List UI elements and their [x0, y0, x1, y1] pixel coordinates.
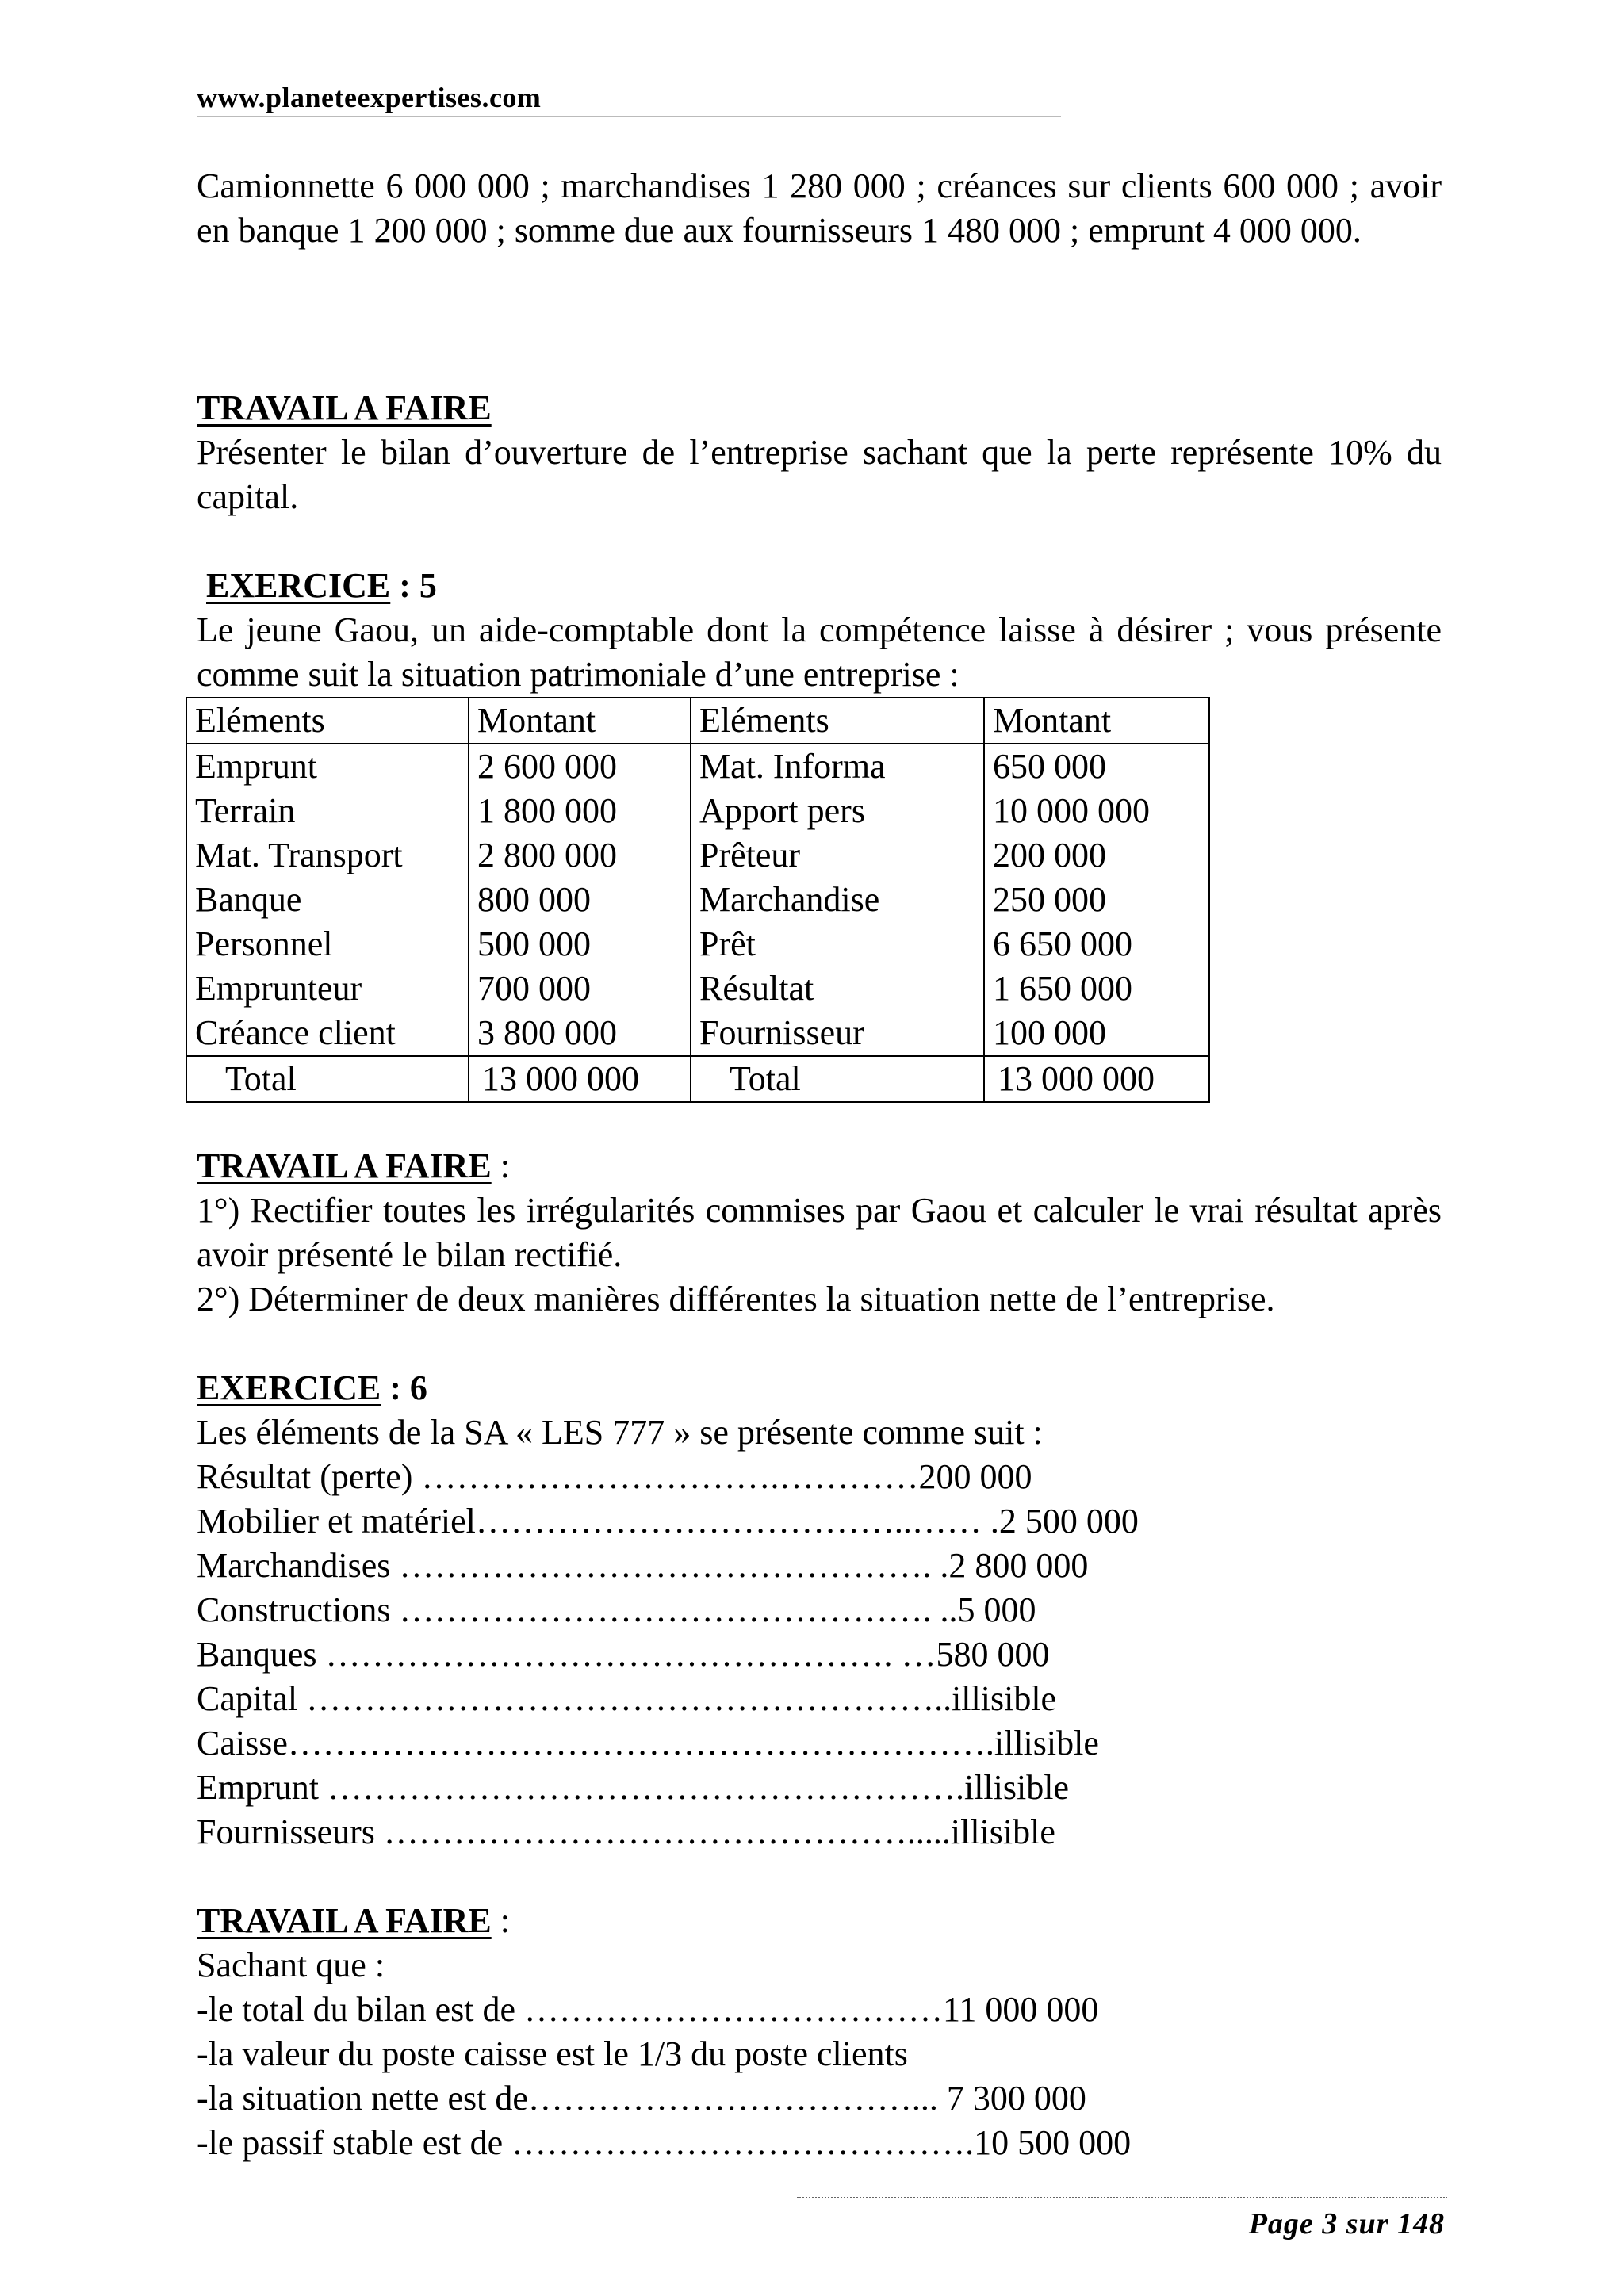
table-cell: Résultat — [691, 966, 984, 1011]
question-2: 2°) Déterminer de deux manières différentes la situation nette de l’entreprise. — [197, 1280, 1275, 1318]
condition-line: -la valeur du poste caisse est le 1/3 du poste clients — [197, 2034, 908, 2073]
table-cell: Prêteur — [691, 833, 984, 878]
header-divider — [197, 116, 1061, 117]
list-item: Banques …………………………………………. …580 000 — [197, 1635, 1050, 1674]
exercice-5-travail-title — [197, 1144, 1442, 1188]
table-cell: Personnel — [186, 922, 469, 966]
exercice-5-title-number: : 5 — [390, 566, 437, 605]
table-cell: 6 650 000 — [984, 922, 1209, 966]
table-cell: 2 600 000 — [469, 744, 691, 789]
travail-1-title: TRAVAIL A FAIRE — [197, 388, 492, 427]
table-row — [186, 1011, 1209, 1056]
table-cell: 100 000 — [984, 1011, 1209, 1056]
list-item: Mobilier et matériel………………………………..…… .2 500 000 — [197, 1502, 1139, 1540]
table-cell: Marchandise — [691, 878, 984, 922]
question-1: 1°) Rectifier toutes les irrégularités commises par Gaou et calculer le vrai résultat après avoir présenté le bilan rectifié. — [197, 1191, 1442, 1274]
table-cell: Eléments — [186, 698, 469, 744]
condition-line: -le total du bilan est de ………………………………11 000 000 — [197, 1990, 1099, 2029]
table-cell: 1 650 000 — [984, 966, 1209, 1011]
bilan-table — [186, 697, 1210, 1103]
table-cell: Créance client — [186, 1011, 469, 1056]
intro-block — [197, 164, 1442, 253]
exercice-5-travail-colon: : — [491, 1146, 510, 1185]
travail-1-text: Présenter le bilan d’ouverture de l’entreprise sachant que la perte représente 10% du capital. — [197, 433, 1442, 516]
exercice-6-intro: Les éléments de la SA « LES 777 » se présente comme suit : — [197, 1413, 1043, 1452]
site-header: www.planeteexpertises.com — [197, 82, 542, 113]
exercice-6-travail-title — [197, 1899, 1442, 1943]
table-row — [186, 789, 1209, 833]
table-row — [186, 833, 1209, 878]
intro-text: Camionnette 6 000 000 ; marchandises 1 280 000 ; créances sur clients 600 000 ; avoir en banque 1 200 000 ; somme due aux fournisseurs 1 480 000 ; emprunt 4 000 000. — [197, 166, 1442, 250]
table-cell: 13 000 000 — [469, 1056, 691, 1102]
exercice-5-title-label: EXERCICE — [206, 566, 391, 605]
list-item: Emprunt ……………………………………………….illisible — [197, 1768, 1069, 1807]
list-item: Caisse…………………………………………………….illisible — [197, 1724, 1099, 1762]
table-row — [186, 878, 1209, 922]
exercice-6-title — [197, 1366, 1442, 1410]
table-cell: Mat. Transport — [186, 833, 469, 878]
table-cell: 2 800 000 — [469, 833, 691, 878]
exercice-6-title-label: EXERCICE — [197, 1368, 381, 1407]
list-item: Marchandises ………………………………………. .2 800 000 — [197, 1546, 1089, 1585]
list-item: Constructions ………………………………………. ..5 000 — [197, 1590, 1036, 1629]
condition-line: -le passif stable est de ………………………………….10 500 000 — [197, 2123, 1132, 2162]
exercice-6-items — [197, 1455, 1139, 1854]
table-cell: Banque — [186, 878, 469, 922]
footer-divider — [797, 2197, 1447, 2198]
exercice-5 — [197, 564, 1442, 697]
list-item: Capital ………………………………………………..illisible — [197, 1679, 1057, 1718]
table-header-row — [186, 698, 1209, 744]
table-cell: Apport pers — [691, 789, 984, 833]
condition-line: -la situation nette est de……………………………... 7 300 000 — [197, 2079, 1086, 2118]
table-cell: Prêt — [691, 922, 984, 966]
travail-1 — [197, 386, 1442, 519]
table-cell: Fournisseur — [691, 1011, 984, 1056]
table-cell: Montant — [469, 698, 691, 744]
table-cell: 650 000 — [984, 744, 1209, 789]
exercice-6-travail-label: TRAVAIL A FAIRE — [197, 1901, 492, 1940]
table-cell: 700 000 — [469, 966, 691, 1011]
table-row — [186, 744, 1209, 789]
condition-line: Sachant que : — [197, 1946, 385, 1984]
table-cell: 500 000 — [469, 922, 691, 966]
table-cell: 10 000 000 — [984, 789, 1209, 833]
table-cell: 800 000 — [469, 878, 691, 922]
table-row — [186, 922, 1209, 966]
table-row — [186, 966, 1209, 1011]
table-cell: Mat. Informa — [691, 744, 984, 789]
exercice-5-title — [197, 564, 1442, 608]
table-cell: 3 800 000 — [469, 1011, 691, 1056]
table-cell: Total — [691, 1056, 984, 1102]
table-cell: Montant — [984, 698, 1209, 744]
exercice-5-travail — [197, 1144, 1442, 1322]
exercice-5-intro: Le jeune Gaou, un aide-comptable dont la compétence laisse à désirer ; vous présente comme suit la situation patrimoniale d’une entreprise : — [197, 610, 1442, 694]
exercice-6 — [197, 1366, 1442, 1455]
table-cell: 250 000 — [984, 878, 1209, 922]
exercice-6-travail-colon: : — [491, 1901, 510, 1940]
list-item: Résultat (perte) ………………………….…………200 000 — [197, 1457, 1032, 1496]
table-cell: Terrain — [186, 789, 469, 833]
exercice-5-travail-label: TRAVAIL A FAIRE — [197, 1146, 492, 1185]
table-cell: 1 800 000 — [469, 789, 691, 833]
list-item: Fournisseurs ……………………………………….....illisible — [197, 1812, 1055, 1851]
table-cell: Emprunt — [186, 744, 469, 789]
exercice-6-title-number: : 6 — [381, 1368, 427, 1407]
exercice-6-conditions — [197, 1943, 1131, 2165]
exercice-6-travail — [197, 1899, 1442, 1943]
table-cell: 200 000 — [984, 833, 1209, 878]
table-cell: Emprunteur — [186, 966, 469, 1011]
table-total-row — [186, 1056, 1209, 1102]
table-cell: Eléments — [691, 698, 984, 744]
table-cell: Total — [186, 1056, 469, 1102]
table-cell: 13 000 000 — [984, 1056, 1209, 1102]
page-number: Page 3 sur 148 — [1248, 2207, 1445, 2241]
